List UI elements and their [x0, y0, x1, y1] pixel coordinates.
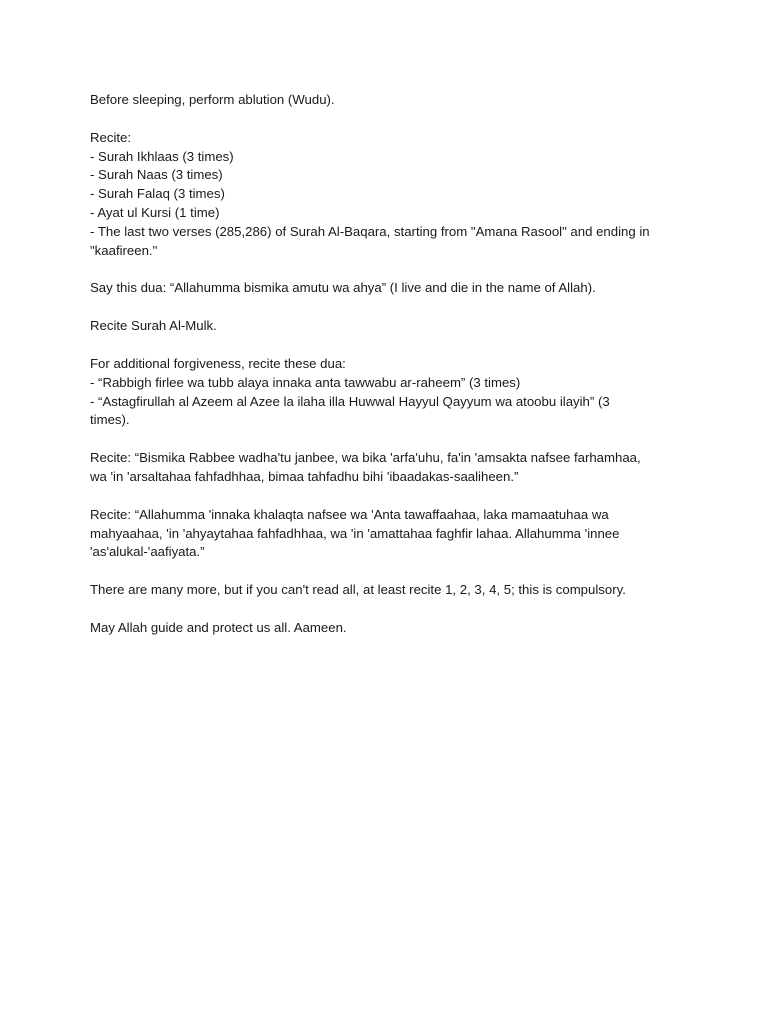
recite-list-paragraph [90, 129, 690, 261]
allahumma-text-continued: mahyaahaa, 'in 'ahyaytahaa fahfadhhaa, wa 'in 'amattahaa faghfir lahaa. Allahumma 'innee [90, 525, 620, 541]
intro-text: Before sleeping, perform ablution (Wudu). [90, 92, 335, 107]
recite-mulk-paragraph [90, 317, 690, 336]
list-item-baqara-continued: "kaafireen." [90, 242, 158, 258]
compulsory-text: There are many more, but if you can't read all, at least recite 1, 2, 3, 4, 5; this is compulsory. [90, 582, 626, 598]
compulsory-paragraph [90, 581, 690, 600]
recite-mulk-text: Recite Surah Al-Mulk. [90, 318, 217, 334]
closing-paragraph [90, 619, 690, 638]
recite-heading: Recite: [90, 129, 132, 145]
allahumma-text-end: 'as'alukal-'aafiyata.” [90, 544, 205, 560]
bismika-text: Recite: “Bismika Rabbee wadha'tu janbee, wa bika 'arfa'uhu, fa'in 'amsakta nafsee farhamhaa, [90, 450, 641, 466]
allahumma-text: Recite: “Allahumma 'innaka khalaqta nafsee wa 'Anta tawaffaahaa, laka mamaatuhaa wa [90, 506, 609, 522]
forgiveness-paragraph [90, 355, 690, 430]
list-item: - Surah Ikhlaas (3 times) [90, 148, 234, 164]
forgiveness-item: - “Rabbigh firlee wa tubb alaya innaka anta tawwabu ar-raheem” (3 times) [90, 374, 521, 390]
bismika-text-continued: wa 'in 'arsaltahaa fahfadhhaa, bimaa tahfadhu bihi 'ibaadakas-saaliheen.” [90, 468, 519, 484]
bismika-paragraph [90, 449, 690, 487]
say-dua-paragraph [90, 279, 690, 298]
list-item-baqara: - The last two verses (285,286) of Surah Al-Baqara, starting from "Amana Rasool" and ending in [90, 223, 650, 239]
allahumma-paragraph [90, 506, 690, 562]
forgiveness-item: - “Astagfirullah al Azeem al Azee la ilaha illa Huwwal Hayyul Qayyum wa atoobu ilayih” (3 [90, 393, 610, 409]
list-item: - Surah Naas (3 times) [90, 167, 223, 183]
list-item: - Ayat ul Kursi (1 time) [90, 204, 220, 220]
list-item: - Surah Falaq (3 times) [90, 186, 225, 202]
intro-paragraph [90, 91, 690, 110]
forgiveness-heading: For additional forgiveness, recite these dua: [90, 355, 346, 371]
forgiveness-item-continued: times). [90, 412, 130, 428]
say-dua-text: Say this dua: “Allahumma bismika amutu wa ahya” (I live and die in the name of Allah). [90, 280, 596, 296]
closing-text: May Allah guide and protect us all. Aameen. [90, 619, 347, 635]
document-body [90, 91, 690, 657]
